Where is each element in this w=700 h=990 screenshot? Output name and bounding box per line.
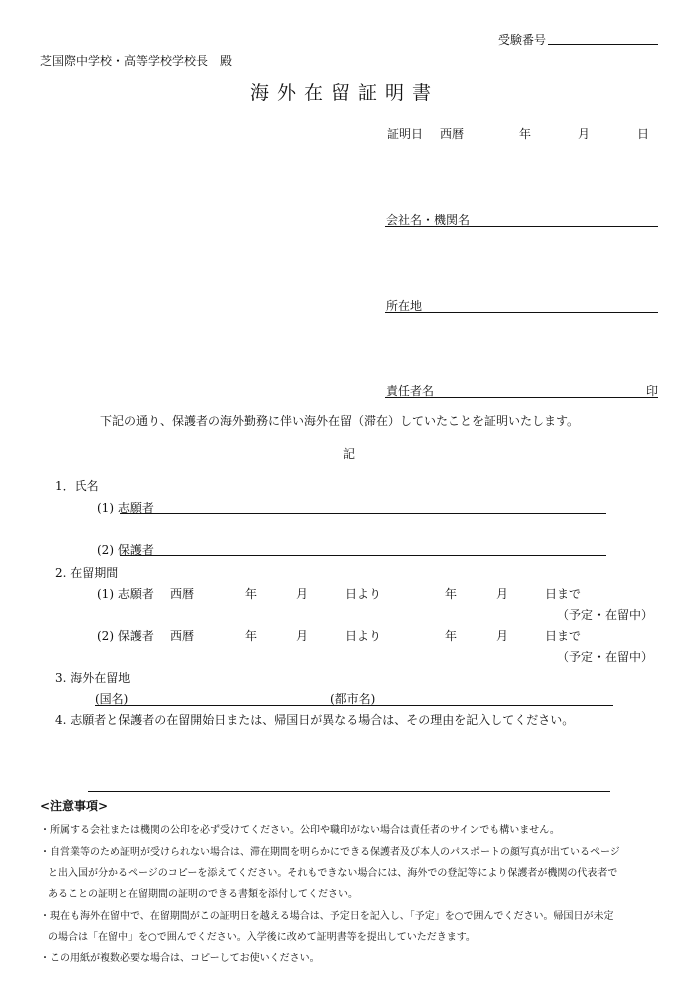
cert-date-label: 証明日 — [387, 127, 424, 141]
period-guardian-end-month: 月 — [496, 629, 509, 643]
period-applicant-label: (1) 志願者 — [97, 587, 154, 601]
note-3b: の場合は「在留中」を○で囲んでください。入学後に改めて証明書等を提出していただきます。 — [48, 932, 476, 943]
cert-date-year: 年 — [519, 127, 532, 141]
period-applicant-start-month: 月 — [296, 587, 309, 601]
cert-date-day: 日 — [637, 127, 650, 141]
ki-mark: 記 — [343, 447, 356, 461]
responsible-label: 責任者名 — [386, 384, 435, 398]
period-guardian-end-day: 日まで — [545, 629, 582, 643]
period-guardian-start-year: 年 — [245, 629, 258, 643]
addressee: 芝国際中学校・高等学校学校長 殿 — [40, 54, 233, 68]
note-2b: と出入国が分かるページのコピーを添えてください。それもできない場合には、海外での登記等により保護者が機関の代表者で — [48, 868, 618, 879]
guardian-name-label: (2) 保護者 — [97, 543, 154, 557]
note-2c: あることの証明と在留期間の証明のできる書類を添付してください。 — [48, 889, 358, 900]
statement: 下記の通り、保護者の海外勤務に伴い海外在留（滞在）していたことを証明いたします。 — [100, 414, 580, 428]
period-applicant-era: 西暦 — [170, 587, 195, 601]
note-3a: ・現在も海外在留中で、在留期間がこの証明日を越える場合は、予定日を記入し、「予定」を○で囲んでください。帰国日が未定 — [40, 911, 614, 922]
period-applicant-end-year: 年 — [445, 587, 458, 601]
notes-heading: <注意事項> — [40, 799, 109, 813]
company-label: 会社名・機関名 — [386, 213, 471, 227]
period-guardian-label: (2) 保護者 — [97, 629, 154, 643]
note-4: ・この用紙が複数必要な場合は、コピーしてお使いください。 — [40, 953, 320, 964]
applicant-name-label: (1) 志願者 — [97, 501, 154, 515]
section4-label: 4. 志願者と保護者の在留開始日または、帰国日が異なる場合は、その理由を記入してください。 — [55, 713, 575, 727]
cert-date-month: 月 — [578, 127, 591, 141]
address-label: 所在地 — [386, 299, 423, 313]
country-label: (国名) — [95, 692, 129, 706]
guardian-name-field[interactable] — [120, 555, 606, 556]
note-1: ・所属する会社または機関の公印を必ず受けてください。公印や職印がない場合は責任者のサインでも構いません。 — [40, 825, 560, 836]
period-applicant-end-day: 日まで — [545, 587, 582, 601]
city-label: (都市名) — [330, 692, 376, 706]
period-guardian-planned: （予定・在留中） — [557, 650, 654, 664]
period-guardian-end-year: 年 — [445, 629, 458, 643]
section2-label: 2. 在留期間 — [55, 566, 119, 580]
residence-field[interactable] — [95, 705, 613, 706]
page-title: 海外在留証明書 — [250, 82, 440, 104]
reason-field[interactable] — [88, 791, 610, 792]
company-field[interactable] — [385, 226, 658, 227]
seal-mark: 印 — [646, 384, 659, 398]
exam-number-field[interactable] — [548, 44, 658, 45]
period-applicant-planned: （予定・在留中） — [557, 608, 654, 622]
note-2a: ・自営業等のため証明が受けられない場合は、滞在期間を明らかにできる保護者及び本人のパスポートの顔写真が出ているページ — [40, 847, 620, 858]
section3-label: 3. 海外在留地 — [55, 671, 131, 685]
responsible-field[interactable] — [385, 397, 658, 398]
period-guardian-start-day: 日より — [345, 629, 382, 643]
period-applicant-start-year: 年 — [245, 587, 258, 601]
period-guardian-start-month: 月 — [296, 629, 309, 643]
applicant-name-field[interactable] — [120, 513, 606, 514]
period-applicant-start-day: 日より — [345, 587, 382, 601]
period-guardian-era: 西暦 — [170, 629, 195, 643]
cert-date-era: 西暦 — [440, 127, 465, 141]
period-applicant-end-month: 月 — [496, 587, 509, 601]
section1-label: 1．氏名 — [55, 479, 99, 493]
exam-number-label: 受験番号 — [498, 33, 547, 47]
address-field[interactable] — [385, 312, 658, 313]
